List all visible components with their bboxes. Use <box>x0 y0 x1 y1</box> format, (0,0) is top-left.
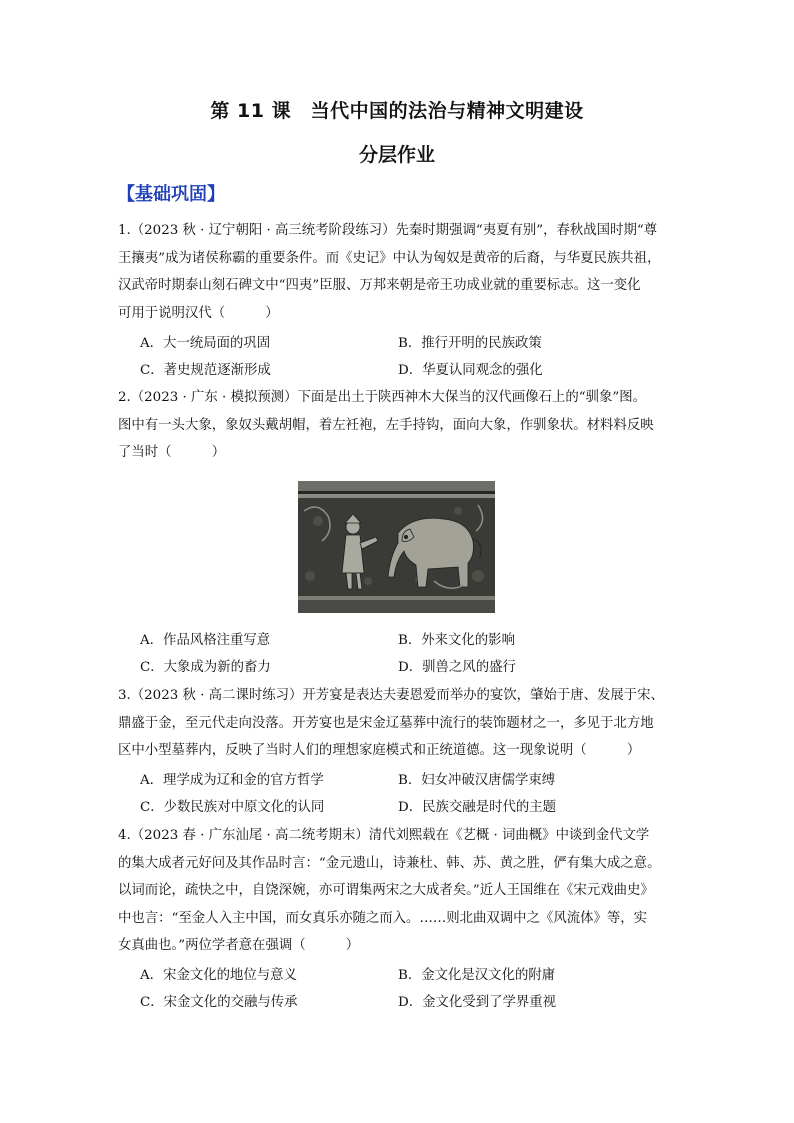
question-3-option-a: A．理学成为辽和金的官方哲学 <box>140 773 324 788</box>
question-3-option-c: C．少数民族对中原文化的认同 <box>140 800 325 815</box>
question-2-line: 2.（2023 · 广东 · 模拟预测）下面是出土于陕西神木大保当的汉代画像石上的“驯象”图。 <box>118 390 646 405</box>
question-1-line: 汉武帝时期泰山刻石碑文中“四夷”臣服、万邦来朝是帝王功成业就的重要标志。这一变化 <box>118 278 641 293</box>
question-4-option-a: A．宋金文化的地位与意义 <box>140 968 297 983</box>
question-3-line: 3.（2023 秋 · 高二课时练习）开芳宴是表达夫妻恩爱而举办的宴饮，肇始于唐、发展于宋、 <box>118 688 664 703</box>
question-3-line: 鼎盛于金，至元代走向没落。开芳宴也是宋金辽墓葬中流行的装饰题材之一，多见于北方地 <box>118 715 654 731</box>
question-1-option-a: A．大一统局面的巩固 <box>140 336 271 351</box>
question-4-line: 以词而论，疏快之中，自饶深婉，亦可谓集两宋之大成者矣。”近人王国维在《宋元戏曲史》 <box>118 883 654 898</box>
page-title: 第 11 课 当代中国的法治与精神文明建设 <box>210 100 584 122</box>
question-4-line: 的集大成者元好问及其作品时言：“金元遗山，诗兼杜、韩、苏、黄之胜，俨有集大成之意。 <box>118 855 661 871</box>
question-2-stem <box>118 384 678 467</box>
question-2-option-d: D．驯兽之风的盛行 <box>398 660 516 675</box>
question-4-option-d: D．金文化受到了学界重视 <box>398 995 557 1010</box>
question-4-option-b: B．金文化是汉文化的附庸 <box>398 968 556 983</box>
han-stone-relief-image <box>298 481 495 613</box>
question-4-line: 中也言：“至金人入主中国，而女真乐亦随之而入。……则北曲双调中之《风流体》等，实 <box>118 910 648 926</box>
question-1-line: 1.（2023 秋 · 辽宁朝阳 · 高三统考阶段练习）先秦时期强调“夷夏有别”，春秋战国时期“尊 <box>118 223 658 238</box>
section-heading: 【基础巩固】 <box>117 184 225 205</box>
question-3-option-d: D．民族交融是时代的主题 <box>398 800 557 815</box>
question-1-option-b: B．推行开明的民族政策 <box>398 336 542 351</box>
question-4-option-c: C．宋金文化的交融与传承 <box>140 995 298 1010</box>
question-1-option-d: D．华夏认同观念的强化 <box>398 363 543 378</box>
question-3-stem <box>118 682 678 765</box>
question-1-option-c: C．著史规范逐渐形成 <box>140 363 271 378</box>
question-2-option-a: A．作品风格注重写意 <box>140 633 271 648</box>
question-3-line: 区中小型墓葬内，反映了当时人们的理想家庭模式和正统道德。这一现象说明（ ） <box>118 743 641 758</box>
question-2-option-c: C．大象成为新的畜力 <box>140 660 271 675</box>
question-2-option-b: B．外来文化的影响 <box>398 633 515 648</box>
question-1-line: 可用于说明汉代（ ） <box>118 305 279 321</box>
question-1-stem <box>118 217 678 327</box>
page-subtitle: 分层作业 <box>358 144 435 166</box>
question-4-line: 4.（2023 春 · 广东汕尾 · 高二统考期末）清代刘熙载在《艺概 · 词曲概》中谈到金代文学 <box>118 828 650 843</box>
question-4-line: 女真曲也。”两位学者意在强调（ ） <box>118 938 360 953</box>
question-4-stem <box>118 822 678 960</box>
question-1-line: 王攘夷”成为诸侯称霸的重要条件。而《史记》中认为匈奴是黄帝的后裔，与华夏民族共祖， <box>118 250 661 266</box>
question-2-line: 图中有一头大象，象奴头戴胡帽，着左衽袍，左手持钩，面向大象，作驯象状。材料料反映 <box>118 417 654 433</box>
question-2-line: 了当时（ ） <box>118 445 226 460</box>
question-3-option-b: B．妇女冲破汉唐儒学束缚 <box>398 773 556 788</box>
